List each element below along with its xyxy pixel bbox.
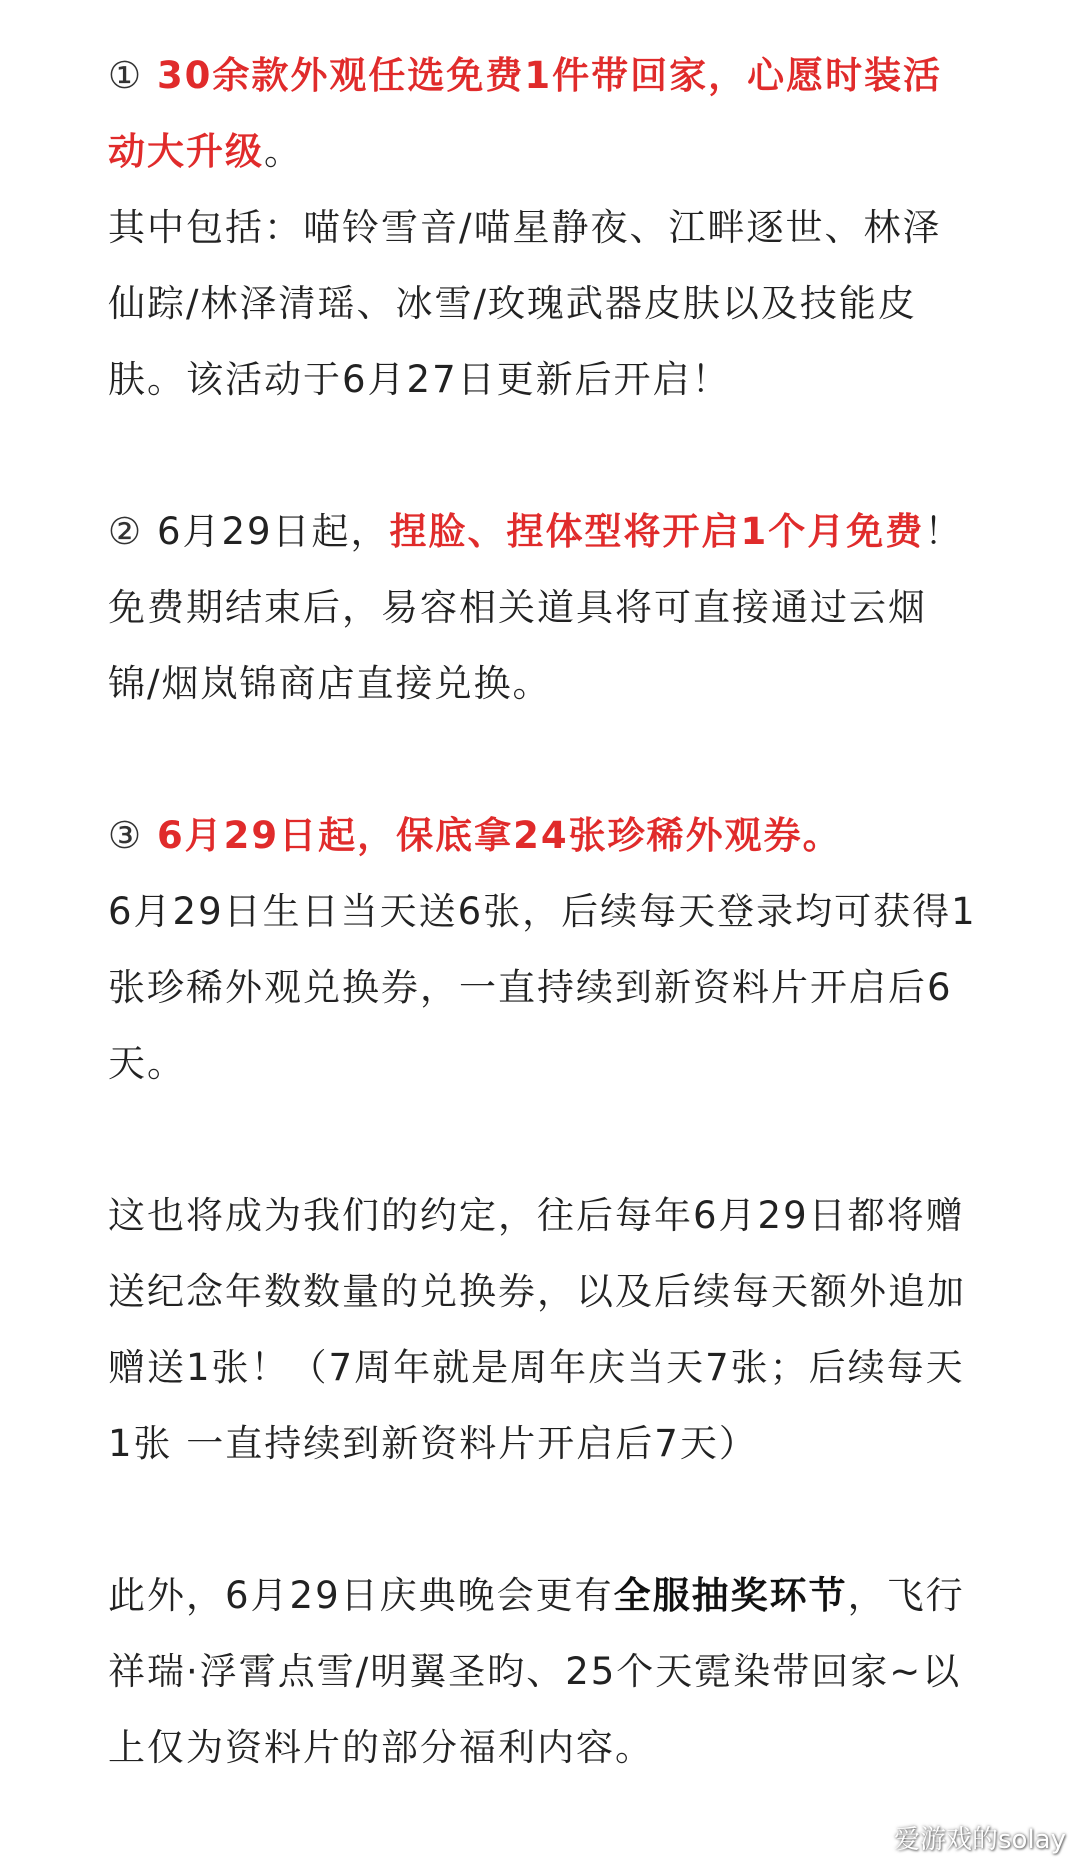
item1-body: 其中包括：喵铃雪音/喵星静夜、江畔逐世、林泽仙踪/林泽清瑶、冰雪/玫瑰武器皮肤以及技能皮肤。该活动于6月27日更新后开启！ [108, 206, 942, 401]
source-watermark: 爱游戏的solay [894, 1825, 1066, 1855]
item2-headline-paragraph [108, 494, 978, 570]
extra-bold-highlight: 全服抽奖环节 [613, 1574, 848, 1617]
paragraph-spacer [108, 418, 978, 494]
item1-marker: ① [108, 54, 144, 97]
item2-marker: ② [108, 510, 144, 553]
item1-headline: 30余款外观任选免费1件带回家，心愿时装活动大升级 [108, 54, 943, 173]
item3-marker: ③ [108, 814, 144, 857]
item3-headline: 6月29日起，保底拿24张珍稀外观券。 [156, 814, 842, 857]
extra-prefix: 此外，6月29日庆典晚会更有 [108, 1574, 614, 1617]
item1-headline-end: 。 [264, 130, 303, 173]
extra-paragraph [108, 1558, 978, 1786]
paragraph-spacer [108, 1102, 978, 1178]
item3-body: 6月29日生日当天送6张，后续每天登录均可获得1张珍稀外观兑换券，一直持续到新资料片开启后6天。 [108, 890, 977, 1085]
extra-suffix: ，飞行祥瑞·浮霄点雪/明翼圣昀、25个天霓染带回家~以上仅为资料片的部分福利内容。 [108, 1574, 965, 1769]
item3-headline-paragraph [108, 798, 978, 874]
paragraph-spacer [108, 722, 978, 798]
item1-headline-paragraph [108, 38, 978, 190]
promise-paragraph: 这也将成为我们的约定，往后每年6月29日都将赠送纪念年数数量的兑换券，以及后续每天额外追加赠送1张！（7周年就是周年庆当天7张；后续每天1张 一直持续到新资料片开启后7天） [108, 1194, 966, 1465]
article-body [108, 38, 978, 1786]
item2-date-prefix: 6月29日起， [156, 510, 390, 553]
item2-body: 免费期结束后，易容相关道具将可直接通过云烟锦/烟岚锦商店直接兑换。 [108, 586, 927, 705]
paragraph-spacer [108, 1482, 978, 1558]
item2-headline: 捏脸、捏体型将开启1个月免费 [389, 510, 925, 553]
item2-headline-end: ！ [924, 510, 964, 553]
